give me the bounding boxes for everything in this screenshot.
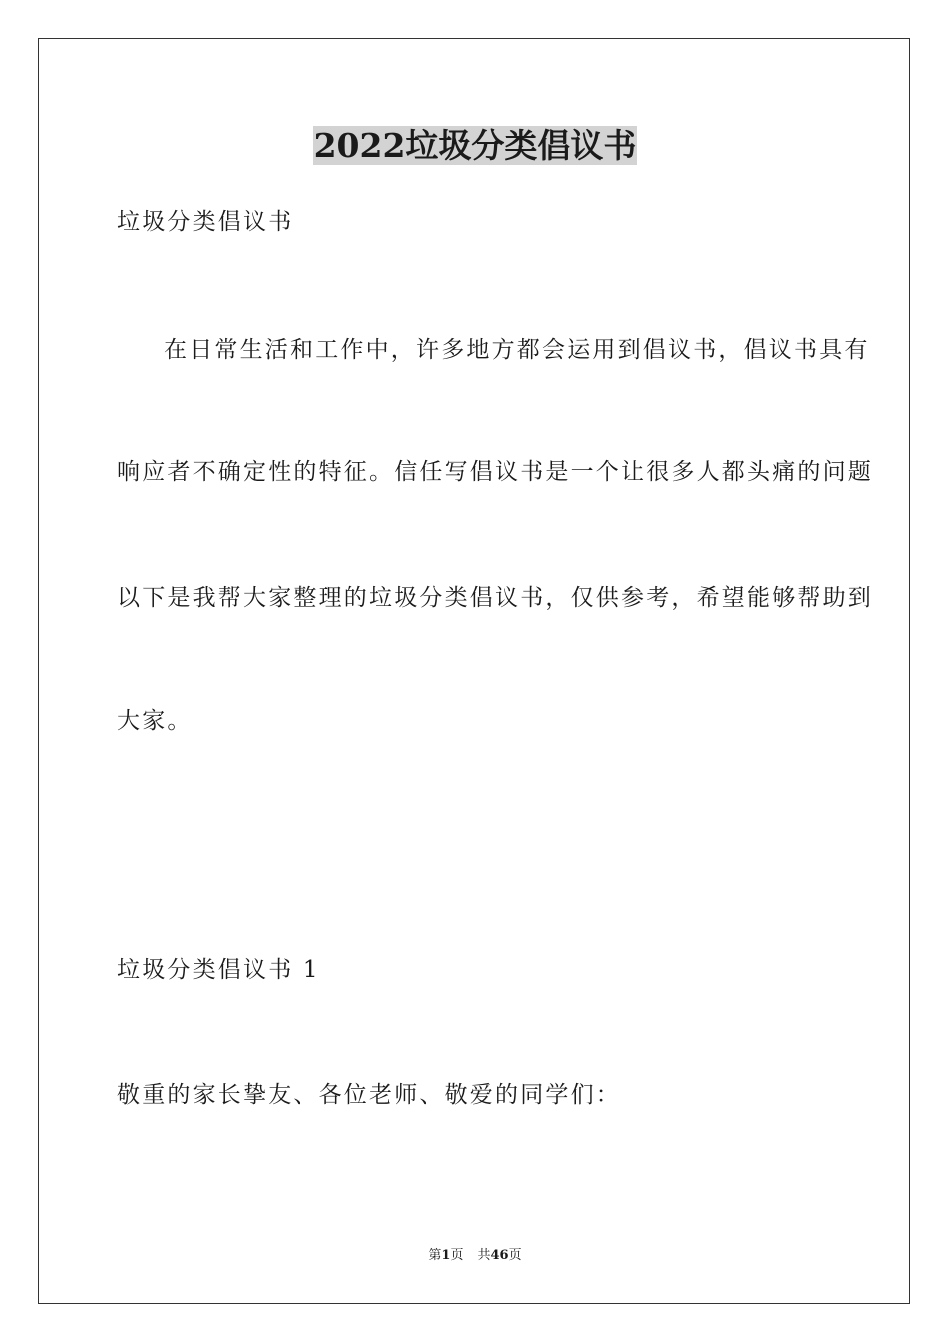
footer-page-total: 46 <box>490 1248 509 1263</box>
document-subtitle: 垃圾分类倡议书 <box>117 209 294 235</box>
document-title <box>0 123 950 169</box>
intro-paragraph-line: 大家。 <box>117 708 193 734</box>
footer-page-current: 1 <box>441 1248 451 1263</box>
intro-paragraph-line: 响应者不确定性的特征。信任写倡议书是一个让很多人都头痛的问题 <box>117 459 873 485</box>
footer-total-unit: 页 <box>508 1248 522 1263</box>
footer-page-unit: 页 <box>450 1248 464 1263</box>
intro-paragraph-line: 以下是我帮大家整理的垃圾分类倡议书，仅供参考，希望能够帮助到 <box>117 585 873 611</box>
document-title-text: 2022垃圾分类倡议书 <box>313 126 637 165</box>
page-footer <box>0 1247 950 1265</box>
footer-page-prefix: 第 <box>428 1248 442 1263</box>
salutation: 敬重的家长挚友、各位老师、敬爱的同学们： <box>117 1082 621 1108</box>
section-heading: 垃圾分类倡议书 1 <box>117 957 320 983</box>
intro-paragraph-line: 在日常生活和工作中，许多地方都会运用到倡议书，倡议书具有 <box>164 337 870 363</box>
footer-total-prefix: 共 <box>477 1248 491 1263</box>
